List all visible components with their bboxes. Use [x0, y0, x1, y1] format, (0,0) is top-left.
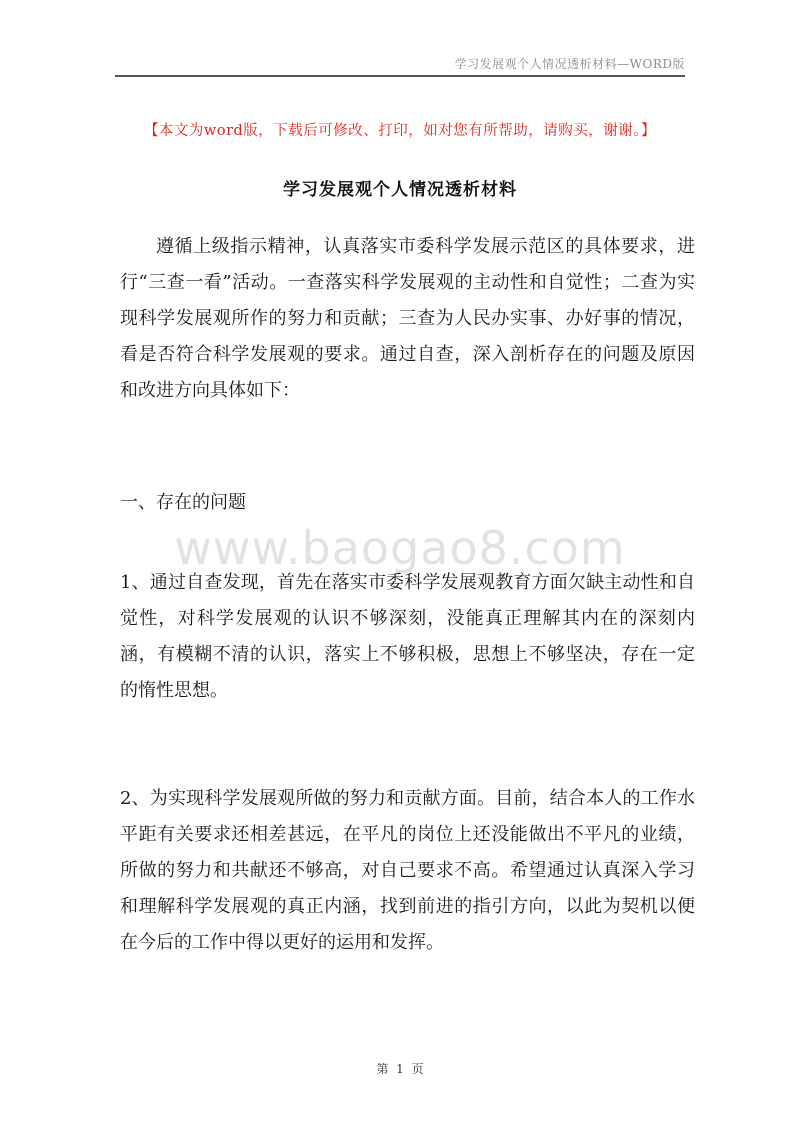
intro-paragraph: 遵循上级指示精神，认真落实市委科学发展示范区的具体要求，进行“三查一看”活动。一查落实科学发展观的主动性和自觉性；二查为实现科学发展观所作的努力和贡献；三查为人民办实事、办好事的情况，看是否符合科学发展观的要求。通过自查，深入剖析存在的问题及原因和改进方向具体如下： [120, 236, 695, 401]
download-notice: 【本文为word版，下载后可修改、打印，如对您有所帮助，请购买，谢谢。】 [143, 123, 657, 139]
list-item: 1、通过自查发现，首先在落实市委科学发展观教育方面欠缺主动性和自觉性，对科学发展观的认识不够深刻，没能真正理解其内在的深刻内涵，有模糊不清的认识，落实上不够积极，思想上不够坚决，存在一定的惰性思想。 [120, 572, 695, 701]
section-heading: 一、存在的问题 [120, 492, 246, 513]
running-header: 学习发展观个人情况透析材料—WORD版 [454, 57, 685, 71]
document-title: 学习发展观个人情况透析材料 [283, 180, 517, 200]
header-divider [115, 75, 685, 77]
list-item: 2、为实现科学发展观所做的努力和贡献方面。目前，结合本人的工作水平距有关要求还相差甚远，在平凡的岗位上还没能做出不平凡的业绩，所做的努力和共献还不够高，对自己要求不高。希望通过认真深入学习和理解科学发展观的真正内涵，找到前进的指引方向，以此为契机以便在今后的工作中得以更好的运用和发挥。 [120, 788, 695, 953]
page-number: 第 1 页 [376, 1062, 424, 1076]
watermark: www.baogao8.com [174, 521, 626, 575]
